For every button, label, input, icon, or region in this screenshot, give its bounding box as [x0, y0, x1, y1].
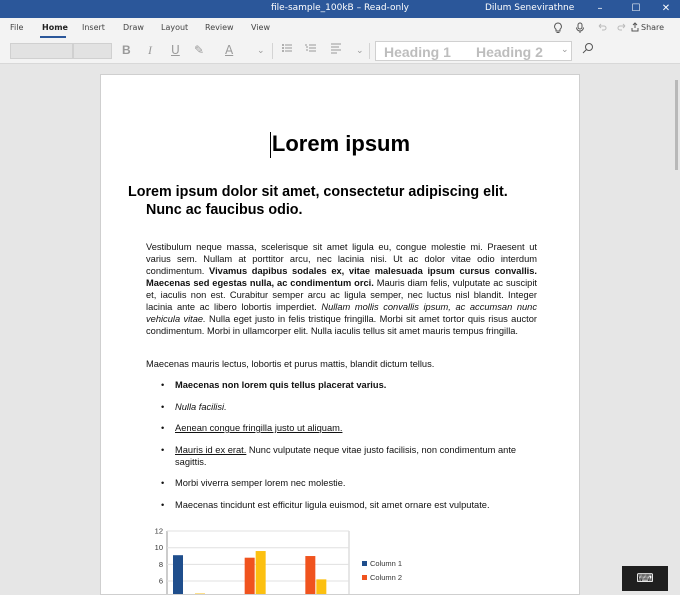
heading-line: Nunc ac faucibus odio.	[146, 202, 303, 218]
page-title: Lorem ipsum	[271, 131, 411, 156]
tab-insert[interactable]: Insert	[82, 23, 105, 32]
tab-file[interactable]: File	[10, 23, 24, 32]
bullet-icon: •	[161, 423, 165, 433]
tab-draw[interactable]: Draw	[123, 23, 144, 32]
underline-button[interactable]: U	[171, 43, 180, 57]
list-item-text: Aenean congue fringilla justo ut aliquam.	[175, 423, 343, 433]
style-heading1[interactable]: Heading 1	[384, 44, 451, 60]
chart-bar	[173, 555, 183, 595]
bold-text-run: Vivamus dapibus sodales ex, vitae malesuada ipsum cursus convallis. Maecenas sed egestas nulla, ac condimentum orci.	[146, 266, 537, 288]
numbered-list-icon[interactable]	[305, 42, 317, 57]
undo-icon[interactable]	[597, 22, 607, 35]
chart-bar	[245, 558, 255, 595]
text-run: Nulla eget justo in felis tristique fringilla. Morbi sit amet tortor quis risus auctor condimentum. Morbi in ullamcorper elit. Nulla iaculis tellus sit amet mauris tempus fringilla.	[146, 314, 537, 336]
ribbon-tabs	[0, 18, 680, 38]
chart-bar	[256, 551, 266, 595]
chart-bar	[305, 556, 315, 595]
text-run: Nunc vulputate neque vitae justo facilisis, non condimentum ante sagittis.	[175, 445, 517, 467]
chart-legend-swatch	[362, 561, 367, 566]
text-run: Vestibulum neque massa, scelerisque sit amet ligula eu, congue molestie mi. Praesent ut varius sem. Nullam at porttitor arcu, nec lacinia nisi. Ut ac dolor vitae odio interdum condimentum.	[146, 242, 537, 276]
font-size-box[interactable]	[73, 43, 112, 59]
chart-tick-label: 8	[158, 559, 163, 569]
font-name-box[interactable]	[10, 43, 73, 59]
style-heading2[interactable]: Heading 2	[476, 44, 543, 60]
redo-icon[interactable]	[617, 22, 627, 35]
divider	[369, 43, 370, 59]
chevron-down-icon[interactable]: ⌄	[561, 45, 569, 55]
list-item-text: Maecenas non lorem quis tellus placerat varius.	[175, 380, 387, 390]
align-icon[interactable]	[330, 42, 342, 57]
maximize-button[interactable]: ☐	[631, 3, 641, 14]
paragraph	[146, 241, 537, 337]
chevron-down-icon[interactable]: ⌄	[356, 46, 364, 56]
chart-tick-label: 6	[158, 576, 163, 586]
bullet-list-icon[interactable]	[281, 42, 293, 57]
chart-bar	[316, 579, 326, 595]
italic-button[interactable]: I	[148, 43, 152, 57]
minimize-button[interactable]: –	[597, 3, 603, 14]
home-toolbar	[0, 38, 680, 64]
italic-text-run: Nullam mollis convallis ipsum, ac accumsan nunc vehicula vitae.	[146, 302, 537, 324]
text-run: Mauris diam felis, vulputate ac suscipit et, iaculis non est. Curabitur semper arcu ac ligula semper, nec luctus nisl blandit. Integer lacinia ante ac libero lobortis imperdiet.	[146, 278, 538, 312]
bullet-icon: •	[161, 445, 165, 455]
chart-legend-label: Column 2	[370, 573, 403, 582]
heading-2	[128, 183, 528, 219]
chart-tick-label: 12	[154, 526, 163, 536]
tab-view[interactable]: View	[251, 23, 270, 32]
list-item-text	[175, 444, 537, 468]
chart-tick-label: 10	[154, 543, 163, 553]
chevron-down-icon[interactable]: ⌄	[257, 46, 265, 56]
document-page[interactable]	[100, 74, 580, 595]
close-button[interactable]: ✕	[661, 3, 671, 14]
window-title: file-sample_100kB – Read-only	[270, 3, 410, 13]
paragraph: Maecenas mauris lectus, lobortis et purus mattis, blandit dictum tellus.	[146, 359, 435, 369]
underlined-text-run: Mauris id ex erat.	[175, 445, 247, 455]
bullet-icon: •	[161, 402, 165, 412]
highlight-icon[interactable]: ✎	[194, 43, 205, 57]
bold-button[interactable]: B	[122, 43, 131, 57]
mic-icon[interactable]	[575, 22, 585, 37]
scrollbar-thumb[interactable]	[675, 80, 678, 170]
share-icon[interactable]	[630, 22, 640, 35]
keyboard-icon[interactable]: ⌨	[622, 566, 668, 591]
search-icon[interactable]	[582, 42, 594, 57]
bar-chart[interactable]	[141, 525, 441, 595]
divider	[272, 43, 273, 59]
list-item-text: Morbi viverra semper lorem nec molestie.	[175, 478, 346, 488]
bullet-icon: •	[161, 478, 165, 488]
chart-legend-swatch	[362, 575, 367, 580]
list-item-text: Nulla facilisi.	[175, 402, 227, 412]
user-name[interactable]: Dilum Senevirathne	[485, 3, 575, 13]
lightbulb-icon[interactable]	[553, 22, 563, 37]
font-color-button[interactable]: A	[225, 43, 234, 57]
heading-line: Lorem ipsum dolor sit amet, consectetur adipiscing elit.	[128, 184, 508, 200]
list-item-text: Maecenas tincidunt est efficitur ligula euismod, sit amet ornare est vulputate.	[175, 500, 490, 510]
tab-layout[interactable]: Layout	[161, 23, 189, 32]
chart-svg	[141, 525, 441, 595]
tab-home[interactable]: Home	[42, 23, 68, 32]
tab-review[interactable]: Review	[205, 23, 234, 32]
styles-gallery[interactable]	[375, 41, 572, 61]
bullet-icon: •	[161, 380, 165, 390]
chart-legend-label: Column 1	[370, 559, 403, 568]
share-button[interactable]: Share	[641, 23, 665, 32]
bullet-icon: •	[161, 500, 165, 510]
title-bar	[0, 0, 680, 18]
